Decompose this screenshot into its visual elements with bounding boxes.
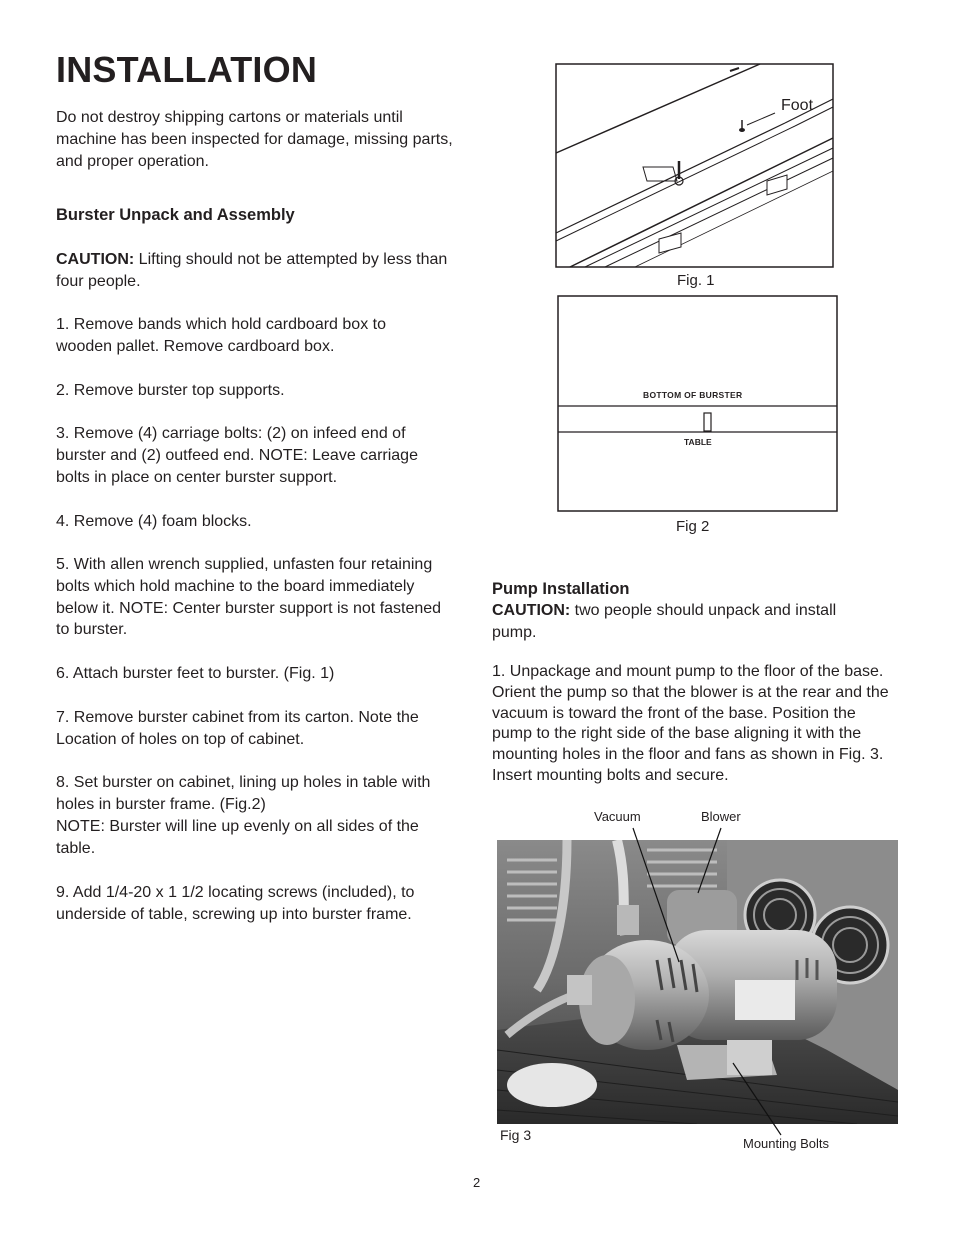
pump-heading: Pump Installation — [492, 580, 630, 598]
burster-step-7: 7. Remove burster cabinet from its carton. Note the Location of holes on top of cabinet. — [56, 709, 419, 748]
fig1-foot-label: Foot — [781, 97, 814, 114]
burster-step-5: 5. With allen wrench supplied, unfasten four retaining bolts which hold machine to the board immediately below it. NOTE: Center burster support is not fastened to burster. — [56, 556, 442, 639]
caution-text: Lifting should not be attempted by less than four people. — [56, 251, 448, 290]
page-number: 2 — [473, 1175, 481, 1190]
intro-paragraph: Do not destroy shipping cartons or materials until machine has been inspected for damage, missing parts, and proper operation. — [56, 109, 453, 170]
fig2-caption: Fig 2 — [676, 518, 710, 535]
burster-step-2: 2. Remove burster top supports. — [56, 382, 285, 399]
fig2-label-bottom-of-burster: BOTTOM OF BURSTER — [643, 390, 743, 400]
page-title: INSTALLATION — [56, 49, 318, 90]
fig3-caption: Fig 3 — [500, 1127, 532, 1143]
burster-step-9: 9. Add 1/4-20 x 1 1/2 locating screws (included), to underside of table, screwing up into burster frame. — [56, 884, 415, 923]
fig2-label-table: TABLE — [684, 437, 712, 447]
fig1-caption: Fig. 1 — [677, 272, 715, 289]
burster-step-1: 1. Remove bands which hold cardboard box to wooden pallet. Remove cardboard box. — [56, 316, 386, 355]
burster-note: NOTE: Burster will line up evenly on all sides of the table. — [56, 818, 419, 857]
burster-step-8: 8. Set burster on cabinet, lining up holes in table with holes in burster frame. (Fig.2) — [56, 774, 431, 813]
pump-caution-label: CAUTION: — [492, 602, 571, 619]
caution-label: CAUTION: — [56, 251, 135, 268]
fig3-label-blower: Blower — [701, 809, 741, 824]
burster-step-4: 4. Remove (4) foam blocks. — [56, 513, 252, 530]
pump-step-1: 1. Unpackage and mount pump to the floor of the base. Orient the pump so that the blower is at the rear and the vacuum is toward the front of the base. Position the pump to the right side of the base aligning it with the mounting holes in the floor and fans as shown in Fig. 3. Insert mounting bolts and secure. — [492, 663, 889, 784]
burster-step-3: 3. Remove (4) carriage bolts: (2) on infeed end of burster and (2) outfeed end. NOTE: Leave carriage bolts in place on center burster support. — [56, 425, 418, 486]
fig3-label-vacuum: Vacuum — [594, 809, 641, 824]
fig3-label-mounting-bolts: Mounting Bolts — [743, 1136, 829, 1151]
burster-step-6: 6. Attach burster feet to burster. (Fig. 1) — [56, 665, 335, 682]
pump-caution-text: two people should unpack and install pump. — [492, 602, 837, 641]
burster-heading: Burster Unpack and Assembly — [56, 206, 295, 224]
